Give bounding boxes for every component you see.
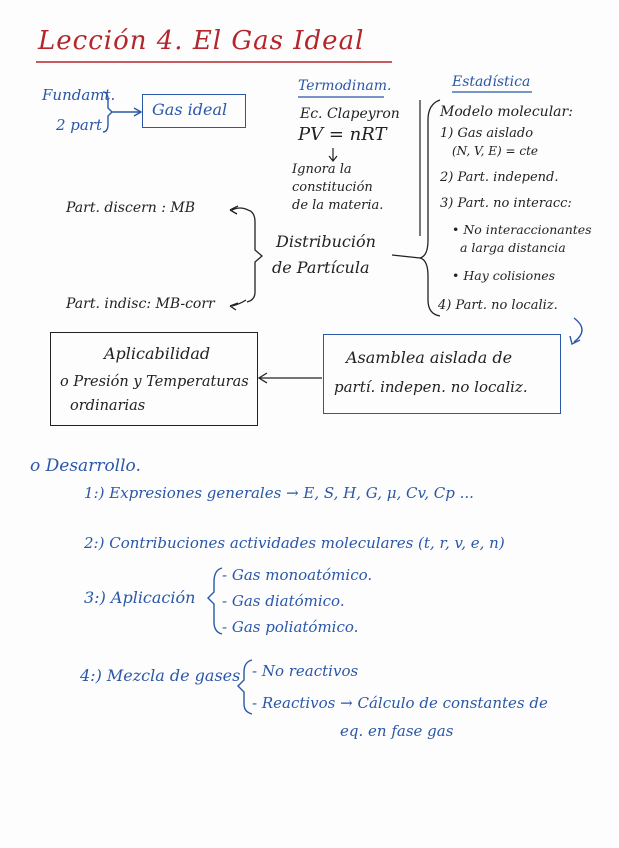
desarrollo-item-3c: - Gas poliatómico. <box>222 618 359 636</box>
desarrollo-item-1: 1:) Expresiones generales → E, S, H, G, μ, Cv, Cp ... <box>84 484 474 502</box>
estad-item-4: 4) Part. no localiz. <box>438 298 558 313</box>
termo-ignora-1: Ignora la <box>292 162 352 177</box>
desarrollo-item-4b: - Reactivos → Cálculo de constantes de <box>252 694 548 712</box>
estad-heading: Estadística <box>452 74 531 90</box>
aplicabilidad-line-2: ordinarias <box>70 398 146 414</box>
estad-item-3b: • Hay colisiones <box>452 268 556 283</box>
part-indisc: Part. indisc: MB-corr <box>66 296 215 312</box>
termo-ignora-2: constitución <box>292 180 373 195</box>
desarrollo-item-4a: - No reactivos <box>252 662 359 680</box>
desarrollo-item-3a: - Gas monoatómico. <box>222 566 373 584</box>
desarrollo-item-4: 4:) Mezcla de gases <box>80 666 241 685</box>
aplicabilidad-title: Aplicabilidad <box>104 344 211 363</box>
desarrollo-item-3b: - Gas diatómico. <box>222 592 345 610</box>
termo-ignora-3: de la materia. <box>292 198 384 213</box>
fundamentos-label: Fundamt. <box>42 86 116 104</box>
estad-item-1b: (N, V, E) = cte <box>452 144 539 158</box>
distribucion-1: Distribución <box>276 232 376 251</box>
part-discern: Part. discern : MB <box>66 200 196 216</box>
asamblea-line-2: partí. indepen. no localiz. <box>334 378 528 396</box>
aplicabilidad-line-1: o Presión y Temperaturas <box>60 374 249 390</box>
asamblea-line-1: Asamblea aislada de <box>346 348 513 367</box>
parte2-label: 2 part <box>56 116 103 134</box>
estad-item-3a2: a larga distancia <box>460 240 566 255</box>
distribucion-2: de Partícula <box>272 258 370 277</box>
desarrollo-item-2: 2:) Contribuciones actividades moleculares (t, r, v, e, n) <box>84 534 505 552</box>
estad-item-1a: 1) Gas aislado <box>440 126 534 141</box>
asamblea-box <box>323 334 561 414</box>
termo-formula: PV = nRT <box>298 124 387 145</box>
desarrollo-heading: o Desarrollo. <box>30 456 141 476</box>
desarrollo-item-3: 3:) Aplicación <box>84 588 196 607</box>
desarrollo-item-4c: eq. en fase gas <box>340 722 454 740</box>
estad-item-2: 2) Part. independ. <box>440 170 559 185</box>
termo-ec: Ec. Clapeyron <box>300 106 400 122</box>
estad-item-3: 3) Part. no interacc: <box>440 196 572 211</box>
estad-item-3a1: • No interaccionantes <box>452 222 592 237</box>
termo-heading: Termodinam. <box>298 78 392 94</box>
gas-ideal-label: Gas ideal <box>152 100 228 119</box>
page-title: Lección 4. El Gas Ideal <box>38 26 365 56</box>
estad-modelo: Modelo molecular: <box>440 104 573 120</box>
